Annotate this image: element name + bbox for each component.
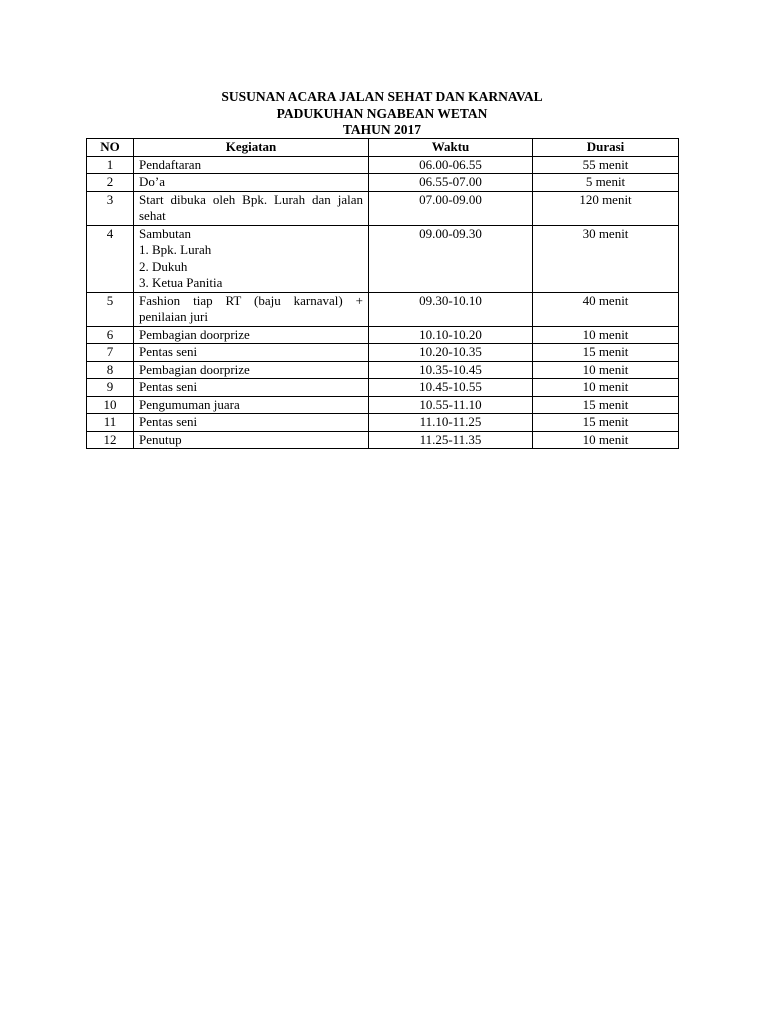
row-durasi: 40 menit (533, 292, 679, 326)
row-waktu: 10.35-10.45 (369, 361, 533, 379)
row-kegiatan (134, 191, 369, 225)
table-row (87, 431, 679, 449)
table-row (87, 361, 679, 379)
kegiatan-line: Do’a (139, 174, 165, 189)
row-number: 4 (87, 225, 134, 292)
header-waktu: Waktu (369, 139, 533, 157)
table-row (87, 396, 679, 414)
row-number: 3 (87, 191, 134, 225)
table-row (87, 414, 679, 432)
row-number: 12 (87, 431, 134, 449)
row-durasi: 55 menit (533, 156, 679, 174)
row-waktu: 11.10-11.25 (369, 414, 533, 432)
kegiatan-line: Pentas seni (139, 379, 198, 394)
kegiatan-line: Pentas seni (139, 344, 198, 359)
kegiatan-line: Pembagian doorprize (139, 361, 250, 377)
row-number: 1 (87, 156, 134, 174)
document-title-block (86, 89, 678, 139)
row-number: 5 (87, 292, 134, 326)
row-durasi: 10 menit (533, 431, 679, 449)
row-kegiatan (134, 156, 369, 174)
table-header-row (87, 139, 679, 157)
row-durasi: 120 menit (533, 191, 679, 225)
row-kegiatan (134, 361, 369, 379)
row-kegiatan (134, 174, 369, 192)
row-waktu: 10.45-10.55 (369, 379, 533, 397)
row-waktu: 10.10-10.20 (369, 326, 533, 344)
kegiatan-line: Penutup (139, 431, 182, 447)
row-number: 2 (87, 174, 134, 192)
row-durasi: 30 menit (533, 225, 679, 292)
kegiatan-line: Pendaftaran (139, 156, 202, 172)
table-row (87, 225, 679, 292)
row-kegiatan (134, 344, 369, 362)
row-durasi: 15 menit (533, 414, 679, 432)
kegiatan-line: Pentas seni (139, 414, 198, 429)
row-kegiatan (134, 414, 369, 432)
title-line-location: PADUKUHAN NGABEAN WETAN (276, 105, 488, 121)
row-number: 8 (87, 361, 134, 379)
row-durasi: 15 menit (533, 344, 679, 362)
row-kegiatan (134, 326, 369, 344)
kegiatan-line: Pembagian doorprize (139, 326, 250, 342)
row-durasi: 10 menit (533, 361, 679, 379)
row-kegiatan (134, 431, 369, 449)
table-body (87, 156, 679, 449)
row-waktu: 06.00-06.55 (369, 156, 533, 174)
row-waktu: 09.30-10.10 (369, 292, 533, 326)
row-durasi: 10 menit (533, 379, 679, 397)
kegiatan-line: Start dibuka oleh Bpk. Lurah dan jalan sehat (139, 191, 363, 223)
kegiatan-line: 1. Bpk. Lurah (139, 242, 212, 257)
table-row (87, 156, 679, 174)
title-line-event: SUSUNAN ACARA JALAN SEHAT DAN KARNAVAL (221, 89, 543, 104)
table-row (87, 326, 679, 344)
row-waktu: 09.00-09.30 (369, 225, 533, 292)
title-line-year: TAHUN 2017 (342, 122, 422, 137)
row-durasi: 5 menit (533, 174, 679, 192)
table-row (87, 292, 679, 326)
row-kegiatan (134, 292, 369, 326)
header-durasi: Durasi (533, 139, 679, 157)
kegiatan-line: 2. Dukuh (139, 258, 188, 274)
row-number: 11 (87, 414, 134, 432)
row-number: 6 (87, 326, 134, 344)
row-kegiatan (134, 396, 369, 414)
header-no: NO (87, 139, 134, 157)
row-waktu: 10.20-10.35 (369, 344, 533, 362)
kegiatan-line: Sambutan (139, 225, 191, 241)
kegiatan-line: Fashion tiap RT (baju karnaval) + penilaian juri (139, 292, 363, 324)
header-kegiatan: Kegiatan (134, 139, 369, 157)
row-kegiatan (134, 379, 369, 397)
row-waktu: 07.00-09.00 (369, 191, 533, 225)
table-row (87, 379, 679, 397)
row-waktu: 06.55-07.00 (369, 174, 533, 192)
schedule-table (86, 138, 679, 449)
row-waktu: 10.55-11.10 (369, 396, 533, 414)
table-row (87, 174, 679, 192)
row-durasi: 10 menit (533, 326, 679, 344)
row-kegiatan (134, 225, 369, 292)
kegiatan-line: 3. Ketua Panitia (139, 275, 223, 290)
kegiatan-line: Pengumuman juara (139, 396, 240, 412)
row-waktu: 11.25-11.35 (369, 431, 533, 449)
row-number: 7 (87, 344, 134, 362)
table-row (87, 344, 679, 362)
row-number: 9 (87, 379, 134, 397)
row-number: 10 (87, 396, 134, 414)
row-durasi: 15 menit (533, 396, 679, 414)
table-row (87, 191, 679, 225)
